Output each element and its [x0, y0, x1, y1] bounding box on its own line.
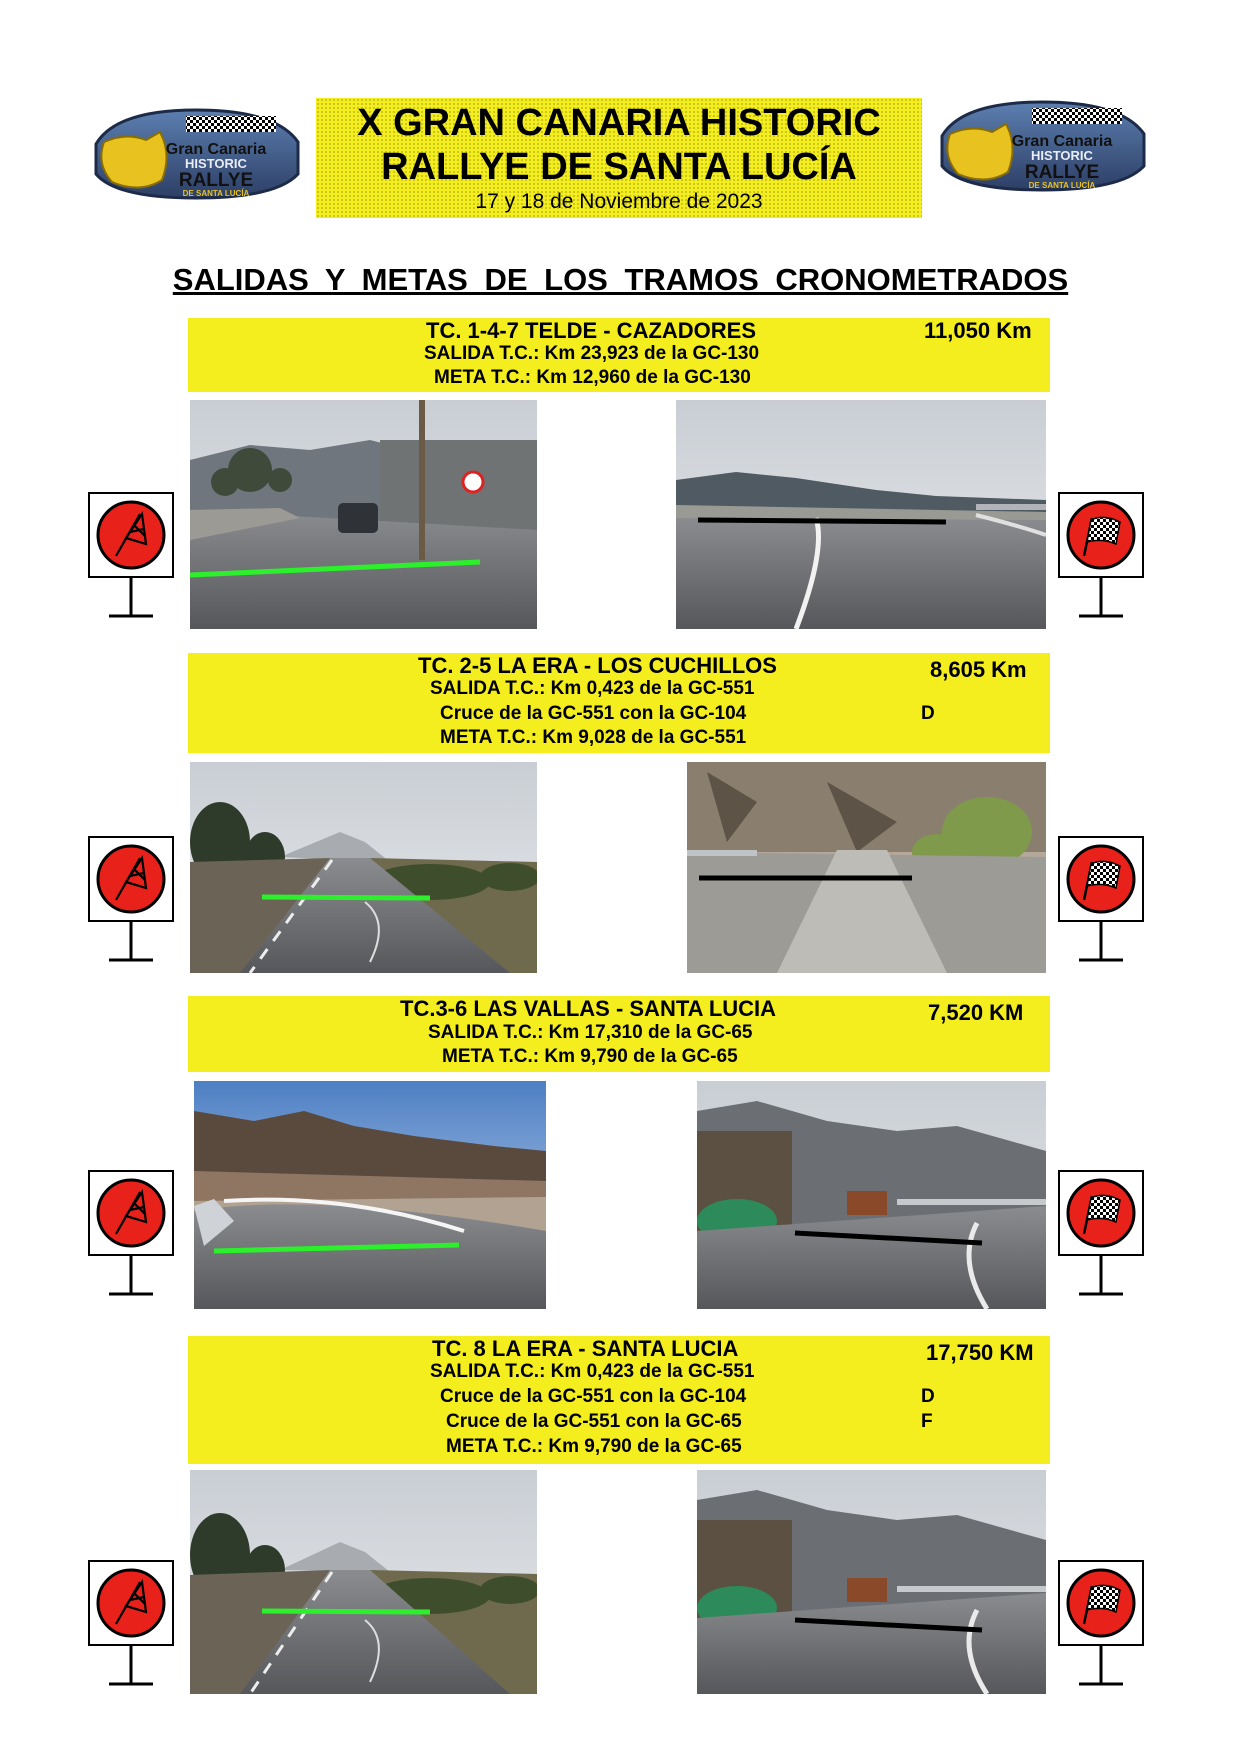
svg-text:HISTORIC: HISTORIC — [1031, 148, 1093, 163]
event-date: 17 y 18 de Noviembre de 2023 — [475, 190, 763, 213]
svg-text:HISTORIC: HISTORIC — [185, 156, 247, 171]
stage-4-start-photo — [190, 1470, 537, 1694]
chequered-flag-sign-icon — [1058, 492, 1144, 622]
stage-finish-info: META T.C.: Km 12,960 de la GC-130 — [434, 367, 751, 388]
stage-distance: 7,520 KM — [928, 1000, 1024, 1025]
stage-3-finish-photo — [697, 1081, 1046, 1309]
stage-junction-code: F — [921, 1411, 933, 1432]
stage-junction-code: D — [921, 703, 935, 724]
start-flag-sign-icon — [88, 836, 174, 966]
stage-1-finish-photo — [676, 400, 1046, 629]
event-title-line1: X GRAN CANARIA HISTORIC — [357, 102, 881, 144]
chequered-flag-sign-icon — [1058, 836, 1144, 966]
stage-box-4 — [188, 1336, 1050, 1464]
svg-text:DE SANTA LUCÍA: DE SANTA LUCÍA — [1028, 181, 1096, 190]
stage-2-start-photo — [190, 762, 537, 973]
stage-4-finish-photo — [697, 1470, 1046, 1694]
stage-title: TC. 1-4-7 TELDE - CAZADORES — [426, 318, 757, 343]
stage-1-start-photo — [190, 400, 537, 629]
start-flag-sign-icon — [88, 1170, 174, 1300]
stage-finish-info: META T.C.: Km 9,790 de la GC-65 — [446, 1436, 742, 1457]
event-title-line2: RALLYE DE SANTA LUCÍA — [381, 146, 857, 188]
rally-logo-left — [76, 102, 316, 202]
stage-box-1 — [188, 318, 1050, 392]
stage-start-info: SALIDA T.C.: Km 0,423 de la GC-551 — [430, 678, 755, 699]
stage-2-finish-photo — [687, 762, 1046, 973]
stage-3-start-photo — [194, 1081, 546, 1309]
svg-text:Gran Canaria: Gran Canaria — [165, 141, 267, 158]
stage-distance: 11,050 Km — [924, 318, 1032, 343]
stage-distance: 8,605 Km — [930, 657, 1027, 682]
stage-box-3 — [188, 996, 1050, 1072]
stage-junction-info: Cruce de la GC-551 con la GC-104 — [440, 1386, 747, 1407]
stage-finish-info: META T.C.: Km 9,790 de la GC-65 — [442, 1046, 738, 1067]
stage-junction-info: Cruce de la GC-551 con la GC-104 — [440, 703, 747, 724]
start-flag-sign-icon — [88, 492, 174, 622]
stage-box-2 — [188, 653, 1050, 753]
start-flag-sign-icon — [88, 1560, 174, 1690]
svg-text:Gran Canaria: Gran Canaria — [1011, 133, 1113, 150]
rally-logo-right — [922, 94, 1162, 194]
stage-start-info: SALIDA T.C.: Km 17,310 de la GC-65 — [428, 1022, 753, 1043]
stage-title: TC. 8 LA ERA - SANTA LUCIA — [432, 1336, 739, 1361]
event-title-box — [316, 98, 922, 218]
svg-text:RALLYE: RALLYE — [1024, 162, 1100, 183]
stage-junction-info: Cruce de la GC-551 con la GC-65 — [446, 1411, 742, 1432]
stage-start-info: SALIDA T.C.: Km 0,423 de la GC-551 — [430, 1361, 755, 1382]
chequered-flag-sign-icon — [1058, 1170, 1144, 1300]
stage-finish-info: META T.C.: Km 9,028 de la GC-551 — [440, 727, 747, 748]
svg-text:DE SANTA LUCÍA: DE SANTA LUCÍA — [182, 189, 250, 198]
stage-title: TC. 2-5 LA ERA - LOS CUCHILLOS — [418, 653, 777, 678]
stage-junction-code: D — [921, 1386, 935, 1407]
page-heading: SALIDAS Y METAS DE LOS TRAMOS CRONOMETRADOS — [172, 262, 1069, 297]
stage-start-info: SALIDA T.C.: Km 23,923 de la GC-130 — [424, 343, 760, 364]
stage-title: TC.3-6 LAS VALLAS - SANTA LUCIA — [400, 996, 777, 1021]
chequered-flag-sign-icon — [1058, 1560, 1144, 1690]
svg-text:RALLYE: RALLYE — [178, 170, 254, 191]
stage-distance: 17,750 KM — [926, 1340, 1034, 1365]
